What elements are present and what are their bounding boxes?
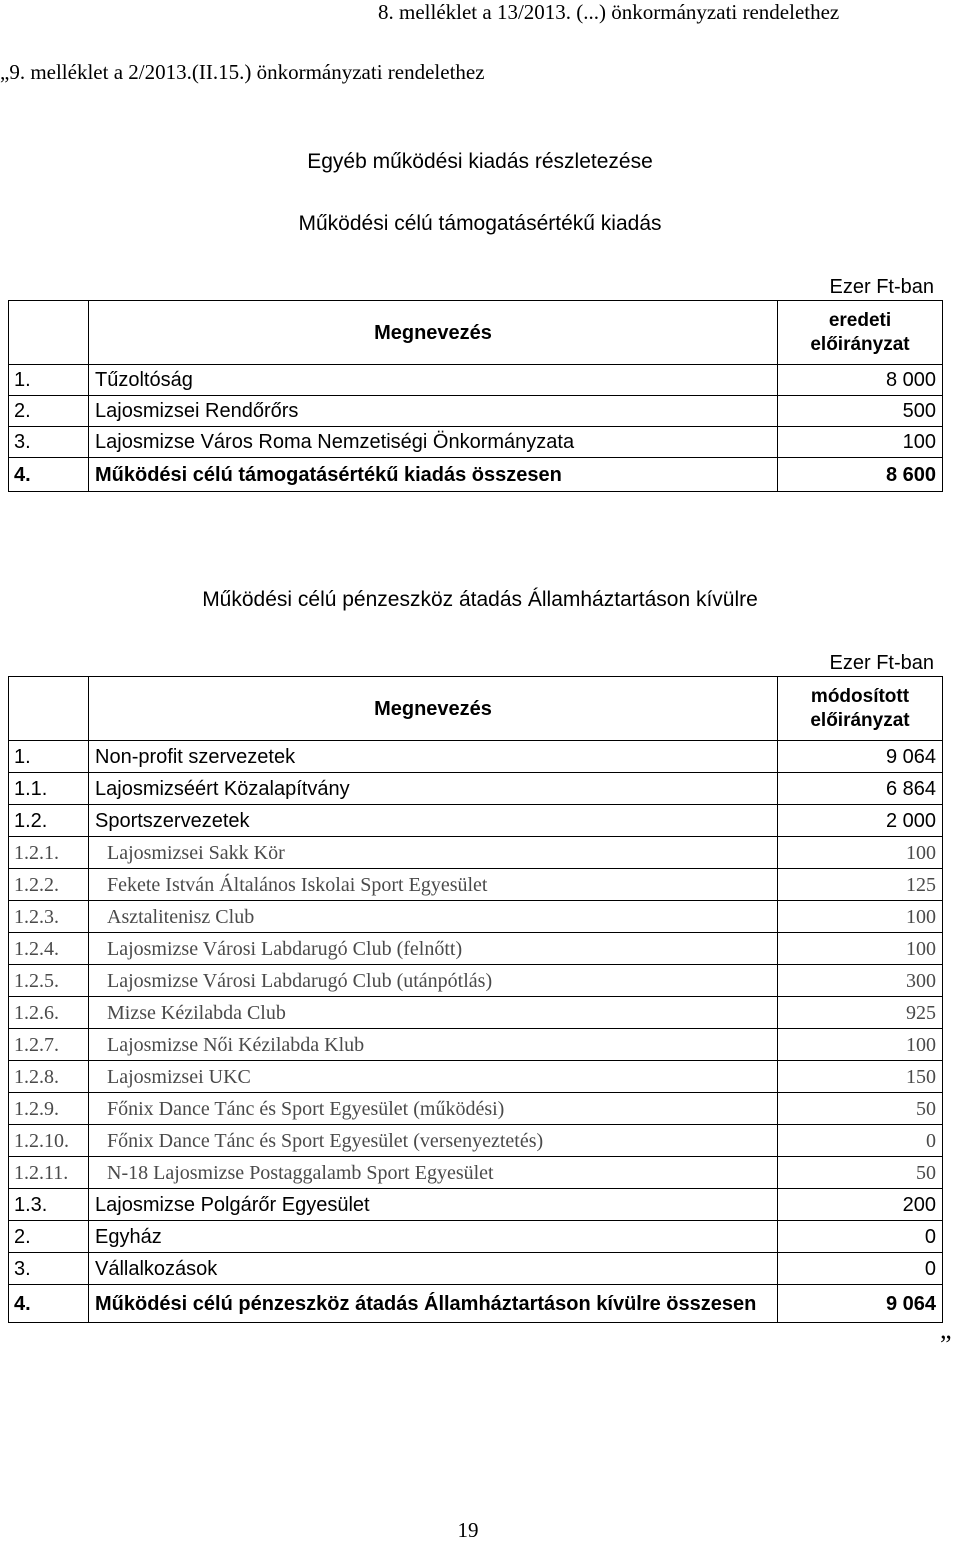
- table2-header-row: [9, 677, 943, 741]
- row-index: 4.: [9, 458, 89, 492]
- row-value: 8 000: [778, 365, 943, 396]
- table1-header-row: [9, 301, 943, 365]
- row-value: 2 000: [778, 805, 943, 837]
- row-name: Vállalkozások: [89, 1253, 778, 1285]
- row-index: 1.2.5.: [9, 965, 89, 997]
- row-value: 100: [778, 901, 943, 933]
- row-index: 4.: [9, 1285, 89, 1323]
- table2: [8, 676, 943, 1323]
- row-value: 0: [778, 1125, 943, 1157]
- row-index: 1.2.9.: [9, 1093, 89, 1125]
- row-index: 3.: [9, 427, 89, 458]
- row-name: Lajosmizse Polgárőr Egyesület: [89, 1189, 778, 1221]
- row-name: Mizse Kézilabda Club: [89, 997, 778, 1029]
- appendix-original-reference: „9. melléklet a 2/2013.(II.15.) önkormányzati rendelethez: [0, 60, 485, 84]
- row-name: Egyház: [89, 1221, 778, 1253]
- table-row: [9, 1029, 943, 1061]
- table2-col-name: Megnevezés: [89, 677, 778, 741]
- row-index: 1.2.7.: [9, 1029, 89, 1061]
- row-name: Tűzoltóság: [89, 365, 778, 396]
- table-row: [9, 458, 943, 492]
- row-name: Főnix Dance Tánc és Sport Egyesület (versenyeztetés): [89, 1125, 778, 1157]
- row-name: Lajosmizse Női Kézilabda Klub: [89, 1029, 778, 1061]
- row-index: 1.2.1.: [9, 837, 89, 869]
- row-name: Lajosmizséért Közalapítvány: [89, 773, 778, 805]
- row-value: 150: [778, 1061, 943, 1093]
- table-row: [9, 773, 943, 805]
- table-row: [9, 1253, 943, 1285]
- table-row: [9, 1125, 943, 1157]
- table-row: [9, 1157, 943, 1189]
- main-title: Egyéb működési kiadás részletezése: [307, 150, 653, 173]
- row-value: 0: [778, 1253, 943, 1285]
- row-name: Non-profit szervezetek: [89, 741, 778, 773]
- table-row: [9, 1061, 943, 1093]
- row-index: 2.: [9, 1221, 89, 1253]
- row-index: 1.2.6.: [9, 997, 89, 1029]
- row-index: 1.: [9, 741, 89, 773]
- row-name: Lajosmizse Városi Labdarugó Club (felnőtt): [89, 933, 778, 965]
- row-index: 1.2.10.: [9, 1125, 89, 1157]
- row-name: Asztalitenisz Club: [89, 901, 778, 933]
- row-index: 1.1.: [9, 773, 89, 805]
- row-value: 50: [778, 1157, 943, 1189]
- table1-title: Működési célú támogatásértékű kiadás: [298, 212, 662, 235]
- table-row: [9, 1221, 943, 1253]
- table-row: [9, 396, 943, 427]
- table-row: [9, 837, 943, 869]
- row-value: 9 064: [778, 1285, 943, 1323]
- table2-title: Működési célú pénzeszköz átadás Államháztartáson kívülre: [202, 588, 758, 611]
- row-value: 9 064: [778, 741, 943, 773]
- row-name: Lajosmizse Városi Labdarugó Club (utánpótlás): [89, 965, 778, 997]
- table-row: [9, 1189, 943, 1221]
- row-name: Fekete István Általános Iskolai Sport Egyesület: [89, 869, 778, 901]
- row-name: Sportszervezetek: [89, 805, 778, 837]
- table-row: [9, 1093, 943, 1125]
- table1-unit: Ezer Ft-ban: [829, 276, 934, 298]
- row-name: Lajosmizsei Sakk Kör: [89, 837, 778, 869]
- closing-quote: ”: [940, 1330, 952, 1359]
- table-row: [9, 1285, 943, 1323]
- row-name: Főnix Dance Tánc és Sport Egyesület (működési): [89, 1093, 778, 1125]
- row-index: 1.: [9, 365, 89, 396]
- table-row: [9, 741, 943, 773]
- table-row: [9, 427, 943, 458]
- table1: [8, 300, 943, 492]
- row-index: 1.2.11.: [9, 1157, 89, 1189]
- row-name: Lajosmizsei Rendőrőrs: [89, 396, 778, 427]
- row-value: 300: [778, 965, 943, 997]
- row-name: Működési célú pénzeszköz átadás Államháztartáson kívülre összesen: [89, 1285, 778, 1323]
- table-row: [9, 869, 943, 901]
- row-index: 1.3.: [9, 1189, 89, 1221]
- row-value: 100: [778, 837, 943, 869]
- table2-col-value: módosított előirányzat: [778, 677, 943, 741]
- row-value: 50: [778, 1093, 943, 1125]
- row-value: 100: [778, 1029, 943, 1061]
- row-index: 2.: [9, 396, 89, 427]
- row-name: N-18 Lajosmizse Postaggalamb Sport Egyesület: [89, 1157, 778, 1189]
- table2-unit: Ezer Ft-ban: [829, 652, 934, 674]
- row-value: 100: [778, 933, 943, 965]
- table-row: [9, 933, 943, 965]
- row-value: 200: [778, 1189, 943, 1221]
- row-index: 3.: [9, 1253, 89, 1285]
- row-index: 1.2.3.: [9, 901, 89, 933]
- table-row: [9, 965, 943, 997]
- row-index: 1.2.4.: [9, 933, 89, 965]
- table-row: [9, 997, 943, 1029]
- row-value: 125: [778, 869, 943, 901]
- table-row: [9, 901, 943, 933]
- row-value: 925: [778, 997, 943, 1029]
- row-name: Lajosmizse Város Roma Nemzetiségi Önkormányzata: [89, 427, 778, 458]
- table-row: [9, 365, 943, 396]
- row-index: 1.2.2.: [9, 869, 89, 901]
- page-number: 19: [457, 1518, 479, 1542]
- table1-col-name: Megnevezés: [89, 301, 778, 365]
- row-index: 1.2.: [9, 805, 89, 837]
- row-name: Lajosmizsei UKC: [89, 1061, 778, 1093]
- row-value: 500: [778, 396, 943, 427]
- table1-col-value: eredeti előirányzat: [778, 301, 943, 365]
- table-row: [9, 805, 943, 837]
- row-value: 8 600: [778, 458, 943, 492]
- row-value: 100: [778, 427, 943, 458]
- row-index: 1.2.8.: [9, 1061, 89, 1093]
- row-name: Működési célú támogatásértékű kiadás összesen: [89, 458, 778, 492]
- row-value: 6 864: [778, 773, 943, 805]
- appendix-reference: 8. melléklet a 13/2013. (...) önkormányzati rendelethez: [378, 0, 840, 24]
- row-value: 0: [778, 1221, 943, 1253]
